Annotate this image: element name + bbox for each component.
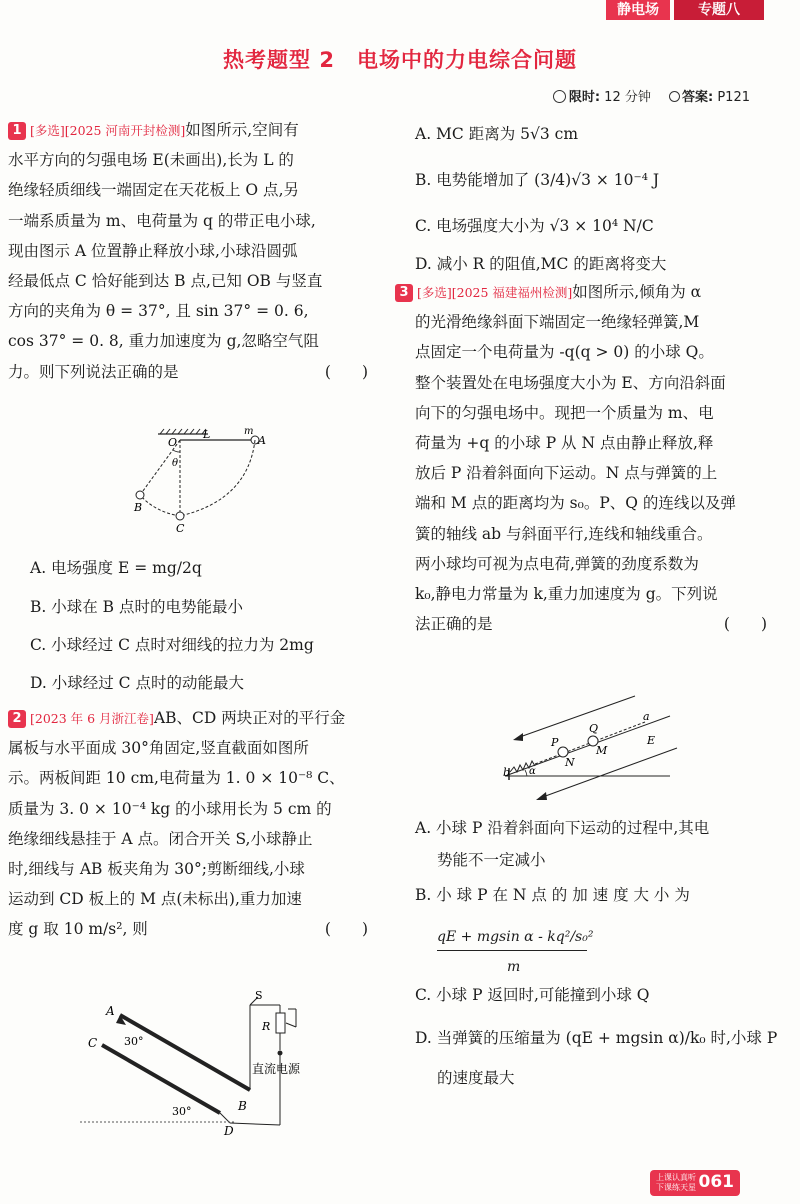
label-D: D (224, 1124, 234, 1138)
q2-line: AB、CD 两块正对的平行金 (153, 709, 346, 727)
q3-incline-figure (505, 688, 685, 803)
page-number: 061 (698, 1172, 734, 1192)
page-badge (650, 1170, 740, 1196)
q2-line: 度 g 取 10 m/s², 则 (8, 920, 148, 939)
label-B: B (134, 501, 143, 514)
label-B: B (238, 1099, 247, 1113)
label-b: b (503, 766, 511, 779)
key-icon (669, 91, 680, 102)
q2-line: 示。两板间距 10 cm,电荷量为 1. 0 × 10⁻⁸ C、 (8, 769, 345, 788)
q3-line: k₀,静电力常量为 k,重力加速度为 g。下列说 (415, 584, 718, 603)
question-number: 2 (8, 710, 26, 728)
q2-line: 时,细线与 AB 板夹角为 30°;剪断细线,小球 (8, 859, 305, 878)
q1-line: 一端系质量为 m、电荷量为 q 的带正电小球, (8, 211, 316, 230)
q1-line: 现由图示 A 位置静止释放小球,小球沿圆弧 (8, 241, 298, 260)
q1-line: 方向的夹角为 θ = 37°, 且 sin 37° = 0. 6, (8, 302, 309, 321)
answer-paren: ( ) (324, 362, 368, 381)
answer-paren: ( ) (723, 615, 767, 634)
time-value: 12 分钟 (604, 90, 651, 105)
label-alpha: α (529, 766, 536, 777)
option-c[interactable]: C. 电场强度大小为 √3 × 10⁴ N/C (415, 217, 654, 235)
topic-tag: 专题八 (674, 0, 764, 20)
q3-line: 整个装置处在电场强度大小为 E、方向沿斜面 (415, 373, 726, 392)
question-source: [多选][2025 福建福州检测] (417, 285, 573, 300)
q3-line: 法正确的是 (415, 615, 493, 634)
label-O: O (168, 436, 178, 449)
q3-line: 放后 P 沿着斜面向下运动。N 点与弹簧的上 (415, 464, 718, 483)
slogan-line-2: 下课练天星 (656, 1183, 696, 1192)
option-b[interactable]: B. 小 球 P 在 N 点 的 加 速 度 大 小 为 (415, 886, 690, 904)
answer-value: P121 (717, 90, 750, 105)
question-number: 1 (8, 122, 26, 140)
question-1 (8, 115, 388, 387)
q1-line: 水平方向的匀强电场 E(未画出),长为 L 的 (8, 151, 294, 170)
q2-line: 绝缘细线悬挂于 A 点。闭合开关 S,小球静止 (8, 829, 313, 848)
q2-line: 质量为 3. 0 × 10⁻⁴ kg 的小球用长为 5 cm 的 (8, 799, 332, 818)
label-E: E (647, 734, 656, 747)
q3-line: 点固定一个电荷量为 -q(q > 0) 的小球 Q。 (415, 343, 714, 362)
label-N: N (565, 756, 575, 769)
option-a[interactable] (30, 548, 390, 588)
q3-line: 簧的轴线 ab 与斜面平行,连线和轴线重合。 (415, 524, 713, 543)
q2-options (415, 115, 785, 283)
label-R: R (262, 1020, 271, 1033)
label-m: m (244, 426, 254, 437)
page-title: 热考题型 2 电场中的力电综合问题 (223, 48, 577, 72)
q3-line: 向下的匀强电场中。现把一个质量为 m、电 (415, 403, 714, 422)
q2-plates-figure (80, 985, 320, 1138)
q3-line: 端和 M 点的距离均为 s₀。P、Q 的连线以及弹 (415, 494, 736, 513)
option-a-text: A. 电场强度 E = mg/2q (30, 559, 202, 577)
q2-line: 属板与水平面成 30°角固定,竖直截面如图所 (8, 739, 309, 758)
q3-line: 的光滑绝缘斜面下端固定一绝缘轻弹簧,M (415, 313, 700, 332)
option-d[interactable]: D. 当弹簧的压缩量为 (qE + mgsin α)/k₀ 时,小球 P (415, 1029, 778, 1047)
label-C: C (176, 522, 185, 535)
option-b[interactable]: B. 电势能增加了 (3/4)√3 × 10⁻⁴ J (415, 171, 660, 189)
question-source: [多选][2025 河南开封检测] (30, 123, 186, 138)
option-a-cont: 势能不一定减小 (437, 851, 546, 869)
option-b[interactable]: B. 小球在 B 点时的电势能最小 (30, 598, 243, 616)
formula-numerator: qE + mgsin α - kq²/s₀² (437, 929, 594, 945)
q3-line: 如图所示,倾角为 α (572, 283, 702, 301)
question-3 (395, 277, 787, 639)
label-A: A (106, 1004, 115, 1018)
slogan-line-1: 上课认真听 (656, 1173, 696, 1182)
q1-options (30, 548, 390, 702)
section-tag: 静电场 (606, 0, 670, 20)
label-angle1: 30° (124, 1035, 144, 1048)
label-S: S (255, 989, 263, 1002)
q1-line: 经最低点 C 恰好能到达 B 点,已知 OB 与竖直 (8, 271, 323, 290)
label-C: C (88, 1036, 98, 1050)
label-Q: Q (589, 722, 599, 735)
q1-pendulum-figure (120, 420, 280, 535)
q3-line: 两小球均可视为点电荷,弹簧的劲度系数为 (415, 554, 699, 573)
option-a[interactable]: A. MC 距离为 5√3 cm (415, 125, 579, 143)
q1-line: 绝缘轻质细线一端固定在天花板上 O 点,另 (8, 181, 299, 200)
q1-line: 如图所示,空间有 (185, 121, 299, 139)
q2-line: 运动到 CD 板上的 M 点(未标出),重力加速 (8, 890, 302, 909)
label-P: P (551, 736, 559, 749)
label-M: M (596, 744, 608, 757)
time-answer-meta (553, 86, 750, 105)
q3-line: 荷量为 +q 的小球 P 从 N 点由静止释放,释 (415, 433, 714, 452)
label-theta: θ (172, 458, 179, 469)
label-angle2: 30° (172, 1105, 192, 1118)
question-2 (8, 703, 388, 945)
option-d[interactable]: D. 小球经过 C 点时的动能最大 (30, 674, 244, 692)
q3-options (415, 812, 787, 1096)
label-A: A (258, 434, 266, 447)
q1-line: 力。则下列说法正确的是 (8, 362, 179, 381)
label-a: a (643, 710, 650, 723)
label-source: 直流电源 (252, 1062, 301, 1076)
formula-denominator: m (507, 959, 521, 975)
time-label: 限时: (568, 90, 601, 105)
q1-line: cos 37° = 0. 8, 重力加速度为 g,忽略空气阻 (8, 332, 319, 351)
option-c[interactable]: C. 小球经过 C 点时对细线的拉力为 2mg (30, 636, 314, 654)
clock-icon (553, 90, 566, 103)
answer-paren: ( ) (324, 920, 368, 939)
option-d[interactable]: D. 减小 R 的阻值,MC 的距离将变大 (415, 255, 667, 273)
question-number: 3 (395, 284, 413, 302)
question-source: [2023 年 6 月浙江卷] (30, 711, 154, 726)
option-a[interactable]: A. 小球 P 沿着斜面向下运动的过程中,其电 (415, 819, 710, 837)
label-L: L (203, 428, 211, 441)
option-c[interactable]: C. 小球 P 返回时,可能撞到小球 Q (415, 986, 650, 1004)
option-d-cont: 的速度最大 (437, 1069, 515, 1087)
answer-label: 答案: (682, 90, 714, 105)
option-b-formula (415, 914, 787, 974)
